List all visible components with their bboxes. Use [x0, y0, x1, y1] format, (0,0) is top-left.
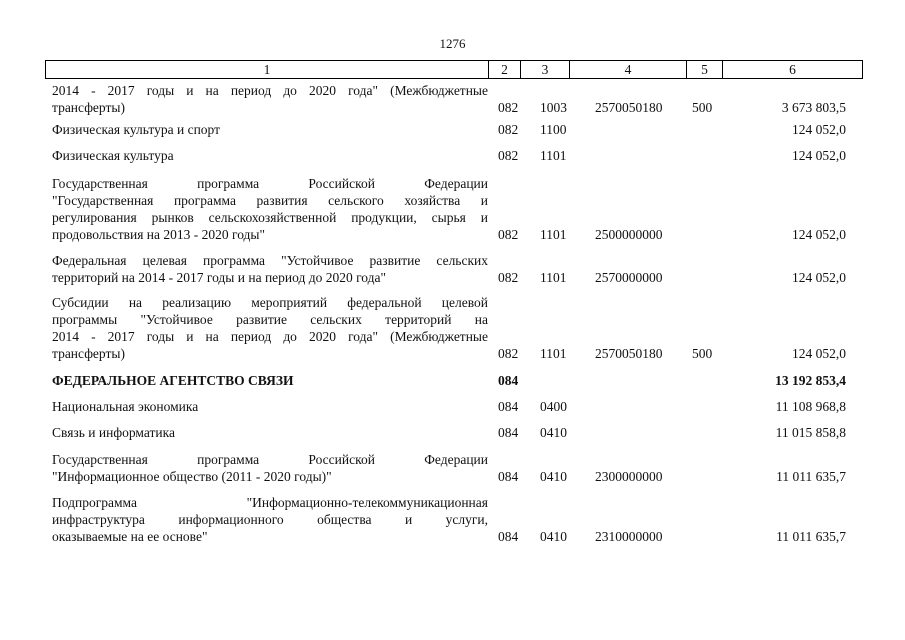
description-line: 2014 - 2017 годы и на период до 2020 года" (Межбюджетные: [52, 83, 488, 98]
description-line: Физическая культура и спорт: [52, 122, 221, 137]
row-description: [52, 398, 488, 415]
cell-c3: 1101: [540, 270, 567, 285]
description-line: инфраструктура информационного общества и услуги,: [52, 512, 488, 527]
description-line: трансферты): [52, 100, 125, 115]
description-line: программы "Устойчивое развитие сельских территорий на: [52, 312, 488, 327]
cell-c3: 1101: [540, 227, 567, 242]
page-number: 1276: [439, 36, 466, 51]
row-description: [52, 82, 488, 116]
cell-c6: 124 052,0: [792, 346, 846, 361]
cell-c3: 1101: [540, 346, 567, 361]
cell-c2: 082: [498, 346, 519, 361]
row-description: [52, 451, 488, 485]
cell-c6: 124 052,0: [792, 270, 846, 285]
header-col-5: 5: [687, 61, 723, 78]
cell-c6: 11 011 635,7: [776, 469, 846, 484]
cell-c4: 2570000000: [595, 270, 663, 285]
description-line: ФЕДЕРАЛЬНОЕ АГЕНТСТВО СВЯЗИ: [52, 373, 294, 388]
cell-c2: 082: [498, 270, 519, 285]
description-line: Связь и информатика: [52, 425, 175, 440]
header-col-2: 2: [489, 61, 521, 78]
cell-c5: 500: [692, 346, 713, 361]
cell-c4: 2570050180: [595, 100, 663, 115]
description-line: регулирования рынков сельскохозяйственной продукции, сырья и: [52, 210, 488, 225]
table-header: [45, 60, 863, 79]
description-line: продовольствия на 2013 - 2020 годы": [52, 227, 266, 242]
row-description: [52, 424, 488, 441]
cell-c2: 082: [498, 227, 519, 242]
cell-c3: 1100: [540, 122, 567, 137]
description-line: Субсидии на реализацию мероприятий федеральной целевой: [52, 295, 488, 310]
header-col-3: 3: [521, 61, 570, 78]
description-line: Национальная экономика: [52, 399, 199, 414]
description-line: территорий на 2014 - 2017 годы и на период до 2020 года": [52, 270, 387, 285]
cell-c6: 11 015 858,8: [775, 425, 846, 440]
cell-c4: 2500000000: [595, 227, 663, 242]
description-line: Федеральная целевая программа "Устойчивое развитие сельских: [52, 253, 488, 268]
description-line: Государственная программа Российской Федерации: [52, 176, 488, 191]
cell-c3: 0410: [540, 529, 567, 544]
description-line: трансферты): [52, 346, 125, 361]
cell-c6: 124 052,0: [792, 227, 846, 242]
row-description: [52, 252, 488, 286]
header-col-4: 4: [570, 61, 687, 78]
cell-c6: 13 192 853,4: [775, 373, 846, 388]
cell-c4: 2570050180: [595, 346, 663, 361]
cell-c2: 082: [498, 122, 519, 137]
header-col-1: 1: [46, 61, 489, 78]
cell-c2: 084: [498, 399, 519, 414]
header-col-6: 6: [789, 62, 796, 77]
row-description: [52, 494, 488, 545]
row-description: [52, 294, 488, 362]
description-line: 2014 - 2017 годы и на период до 2020 года" (Межбюджетные: [52, 329, 488, 344]
cell-c2: 084: [498, 529, 519, 544]
cell-c2: 084: [498, 373, 519, 388]
description-line: Подпрограмма "Информационно-телекоммуникационная: [52, 495, 488, 510]
cell-c2: 084: [498, 469, 519, 484]
cell-c6: 3 673 803,5: [781, 100, 846, 115]
cell-c3: 1003: [540, 100, 567, 115]
description-line: "Информационное общество (2011 - 2020 годы)": [52, 469, 332, 484]
cell-c6: 11 108 968,8: [775, 399, 846, 414]
cell-c3: 0410: [540, 425, 567, 440]
cell-c6: 11 011 635,7: [776, 529, 846, 544]
row-description: [52, 175, 488, 243]
description-line: Физическая культура: [52, 148, 174, 163]
description-line: "Государственная программа развития сельского хозяйства и: [52, 193, 488, 208]
cell-c6: 124 052,0: [792, 148, 846, 163]
cell-c2: 082: [498, 100, 519, 115]
row-description: [52, 147, 488, 164]
cell-c3: 0410: [540, 469, 567, 484]
cell-c4: 2300000000: [595, 469, 663, 484]
cell-c3: 1101: [540, 148, 567, 163]
row-description: [52, 372, 488, 389]
description-line: оказываемые на ее основе": [52, 529, 208, 544]
cell-c2: 082: [498, 148, 519, 163]
description-line: Государственная программа Российской Федерации: [52, 452, 488, 467]
cell-c5: 500: [692, 100, 713, 115]
cell-c4: 2310000000: [595, 529, 663, 544]
cell-c3: 0400: [540, 399, 567, 414]
cell-c6: 124 052,0: [792, 122, 846, 137]
row-description: [52, 121, 488, 138]
cell-c2: 084: [498, 425, 519, 440]
